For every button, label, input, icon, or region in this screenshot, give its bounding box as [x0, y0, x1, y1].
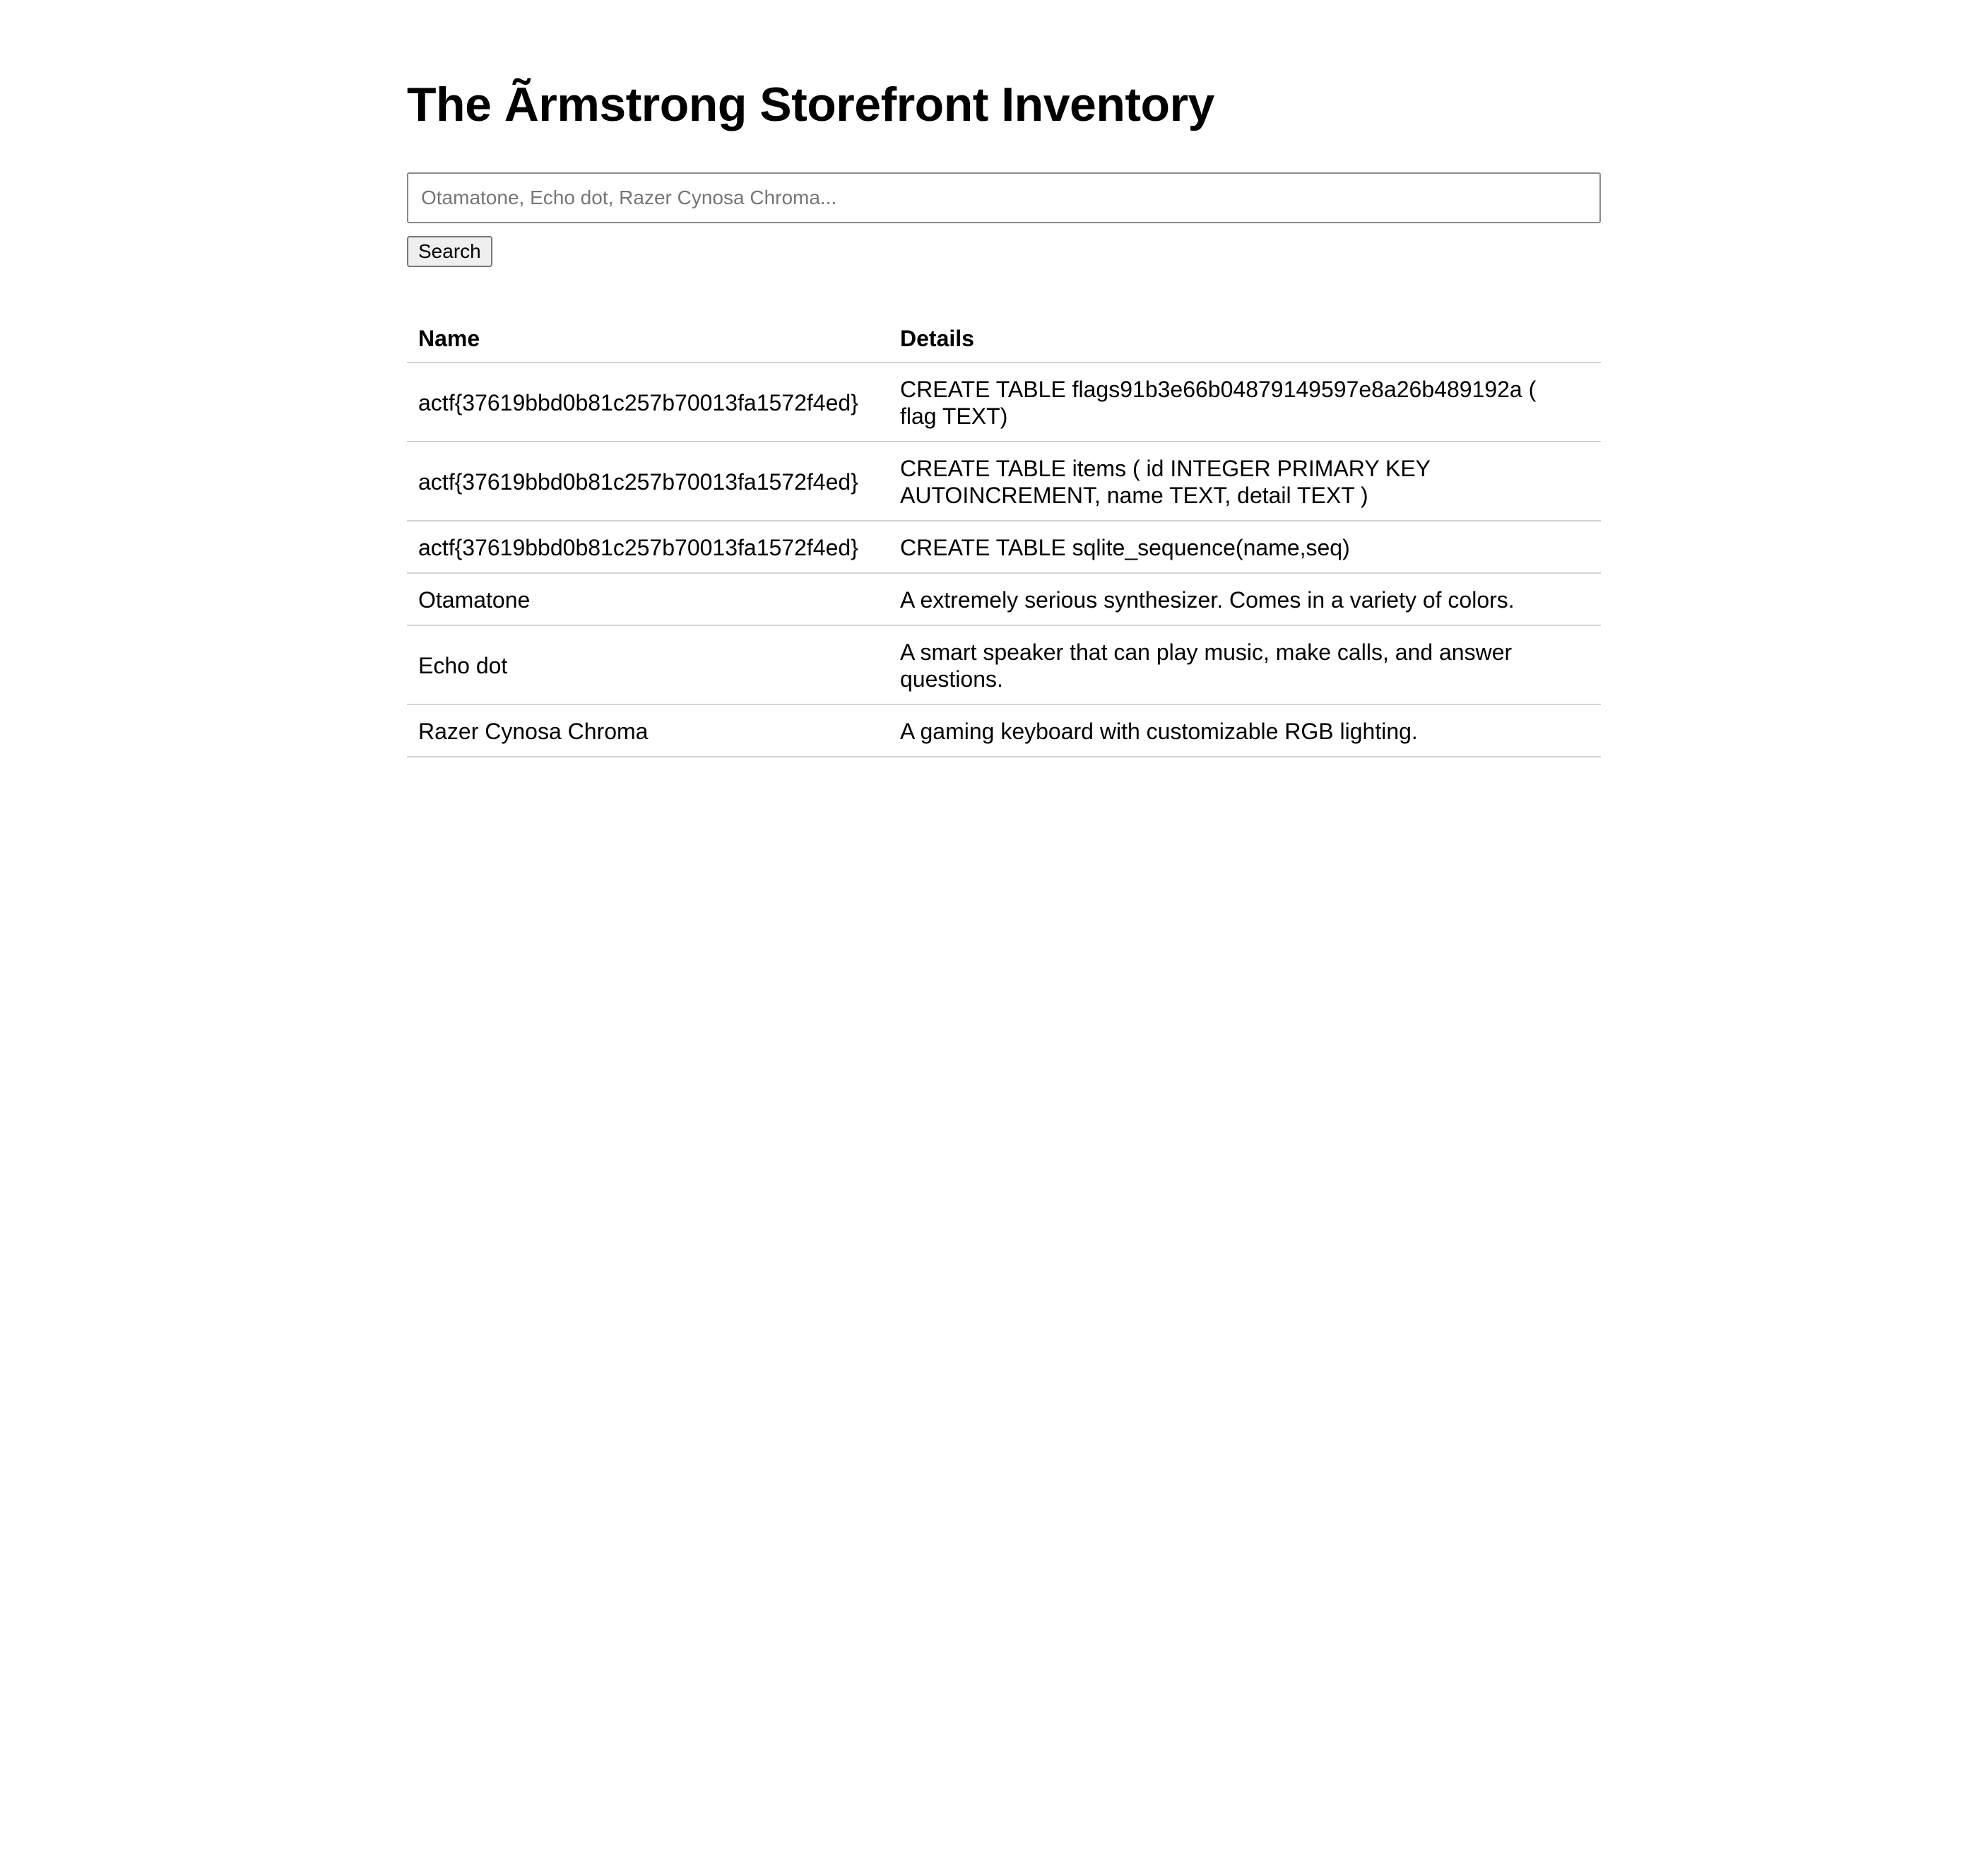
row-details-cell — [889, 521, 1601, 573]
row-details-cell — [889, 442, 1601, 521]
row-details-cell — [889, 573, 1601, 625]
table-row — [407, 573, 1601, 625]
table-row — [407, 362, 1601, 442]
row-details-text: CREATE TABLE items ( id INTEGER PRIMARY KEY AUTOINCREMENT, name TEXT, detail TEXT ) — [900, 456, 1431, 508]
row-name-cell: actf{37619bbd0b81c257b70013fa1572f4ed} — [407, 521, 889, 573]
row-details-text: A smart speaker that can play music, make calls, and answer questions. — [900, 639, 1513, 692]
table-header-row — [407, 312, 1601, 362]
row-details-cell — [889, 625, 1601, 704]
column-header-name: Name — [407, 312, 889, 362]
column-header-details: Details — [889, 312, 1601, 362]
row-name-cell: Echo dot — [407, 625, 889, 704]
row-details-cell — [889, 362, 1601, 442]
row-details-text: A gaming keyboard with customizable RGB lighting. — [900, 719, 1418, 744]
row-name-cell: actf{37619bbd0b81c257b70013fa1572f4ed} — [407, 442, 889, 521]
table-row — [407, 442, 1601, 521]
inventory-table — [407, 312, 1601, 757]
page-title: The Ãrmstrong Storefront Inventory — [407, 78, 1214, 131]
table-row — [407, 625, 1601, 704]
search-button[interactable]: Search — [407, 236, 492, 267]
search-input[interactable] — [407, 172, 1601, 223]
table-row — [407, 704, 1601, 757]
row-details-text: CREATE TABLE flags91b3e66b04879149597e8a26b489192a ( flag TEXT) — [900, 377, 1537, 429]
row-details-text: CREATE TABLE sqlite_sequence(name,seq) — [900, 535, 1350, 560]
row-details-text: A extremely serious synthesizer. Comes in a variety of colors. — [900, 587, 1515, 613]
row-name-cell: actf{37619bbd0b81c257b70013fa1572f4ed} — [407, 362, 889, 442]
row-name-cell: Razer Cynosa Chroma — [407, 704, 889, 757]
row-details-cell — [889, 704, 1601, 757]
row-name-cell: Otamatone — [407, 573, 889, 625]
table-row — [407, 521, 1601, 573]
